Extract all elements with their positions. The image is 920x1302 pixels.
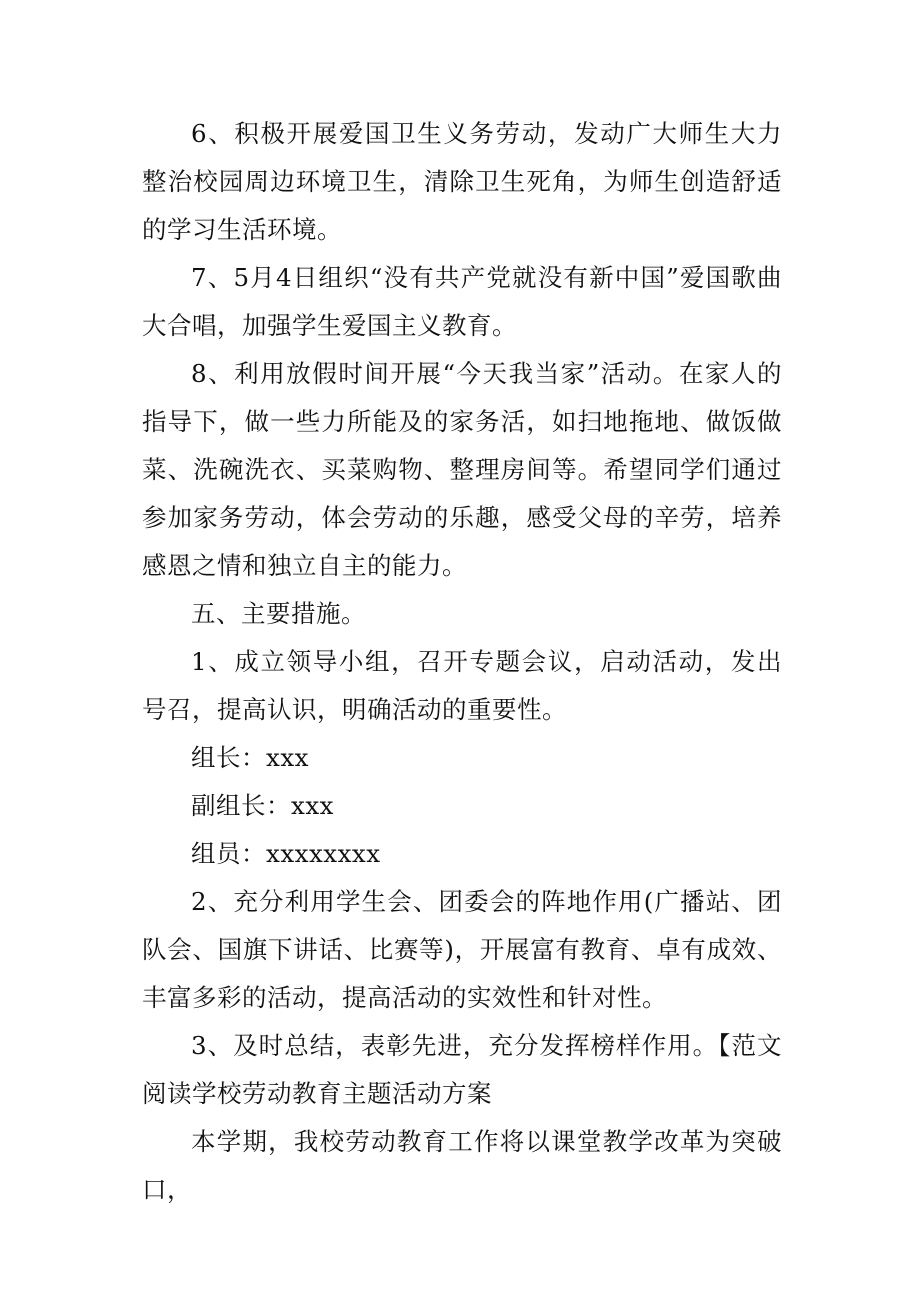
paragraph-item-8: 8、利用放假时间开展“今天我当家”活动。在家人的指导下，做一些力所能及的家务活，如扫地拖地、做饭做菜、洗碗洗衣、买菜购物、整理房间等。希望同学们通过参加家务劳动，体会劳动的乐趣，感受父母的辛劳，培养感恩之情和独立自主的能力。 [142, 359, 782, 580]
measure-item-3: 3、及时总结，表彰先进，充分发挥榜样作用。【范文阅读学校劳动教育主题活动方案 [142, 1031, 782, 1108]
team-members-line: 组员：xxxxxxxx [191, 839, 381, 868]
semester-intro-paragraph: 本学期，我校劳动教育工作将以课堂教学改革为突破口， [142, 1127, 782, 1204]
document-body [142, 110, 782, 1214]
team-leader-line: 组长：xxx [191, 743, 309, 772]
deputy-leader-line: 副组长：xxx [191, 791, 334, 820]
measure-item-2: 2、充分利用学生会、团委会的阵地作用(广播站、团队会、国旗下讲话、比赛等)，开展富有教育、卓有成效、丰富多彩的活动，提高活动的实效性和针对性。 [142, 887, 782, 1012]
paragraph-item-6: 6、积极开展爱国卫生义务劳动，发动广大师生大力整治校园周边环境卫生，清除卫生死角，为师生创造舒适的学习生活环境。 [142, 119, 782, 244]
measure-item-1: 1、成立领导小组，召开专题会议，启动活动，发出号召，提高认识，明确活动的重要性。 [142, 647, 782, 724]
paragraph-item-7: 7、5月4日组织“没有共产党就没有新中国”爱国歌曲大合唱，加强学生爱国主义教育。 [142, 263, 782, 340]
section-heading-main-measures: 五、主要措施。 [191, 599, 366, 628]
